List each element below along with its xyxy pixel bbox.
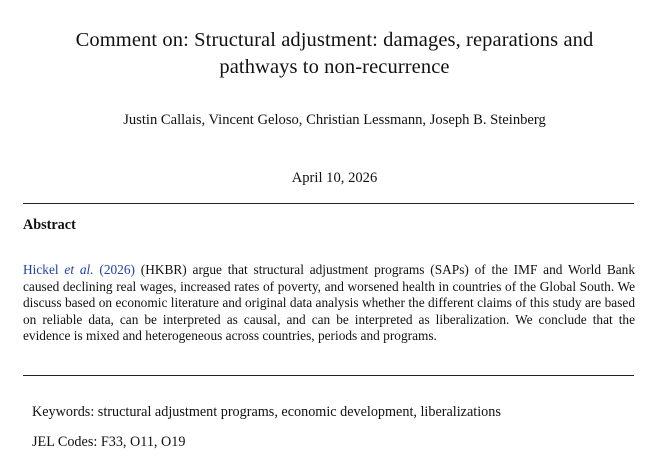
author-list: Justin Callais, Vincent Geloso, Christian Lessmann, Joseph B. Steinberg — [123, 112, 546, 128]
citation-author: Hickel — [23, 262, 59, 277]
citation-year-open: ( — [99, 262, 104, 277]
paper-title — [0, 27, 669, 81]
abstract-bottom-rule — [23, 375, 634, 376]
abstract-heading: Abstract — [23, 217, 76, 233]
citation-etal: et al. — [64, 262, 94, 277]
citation-link[interactable] — [23, 262, 135, 277]
paper-title-line-2: pathways to non-recurrence — [219, 56, 450, 78]
abstract-text: (HKBR) argue that structural adjustment programs (SAPs) of the IMF and World Bank caused declining real wages, increased rates of poverty, and worsened health in countries of the Global South. We discuss based on economic literature and original data analysis whether the different claims of this study are based on reliable data, can be interpreted as causal, and can be interpreted as liberalization. We conclude that the evidence is mixed and heterogeneous across countries, periods and programs. — [23, 262, 635, 343]
citation-year-close: ) — [130, 262, 135, 277]
abstract-body — [23, 262, 635, 345]
publication-date: April 10, 2026 — [291, 170, 378, 186]
jel-codes-line: JEL Codes: F33, O11, O19 — [32, 434, 186, 450]
citation-year: 2026 — [103, 262, 131, 277]
keywords-line: Keywords: structural adjustment programs, economic development, liberalizations — [32, 404, 501, 420]
abstract-top-rule — [23, 203, 634, 204]
paper-title-line-1: Comment on: Structural adjustment: damages, reparations and — [75, 29, 594, 51]
